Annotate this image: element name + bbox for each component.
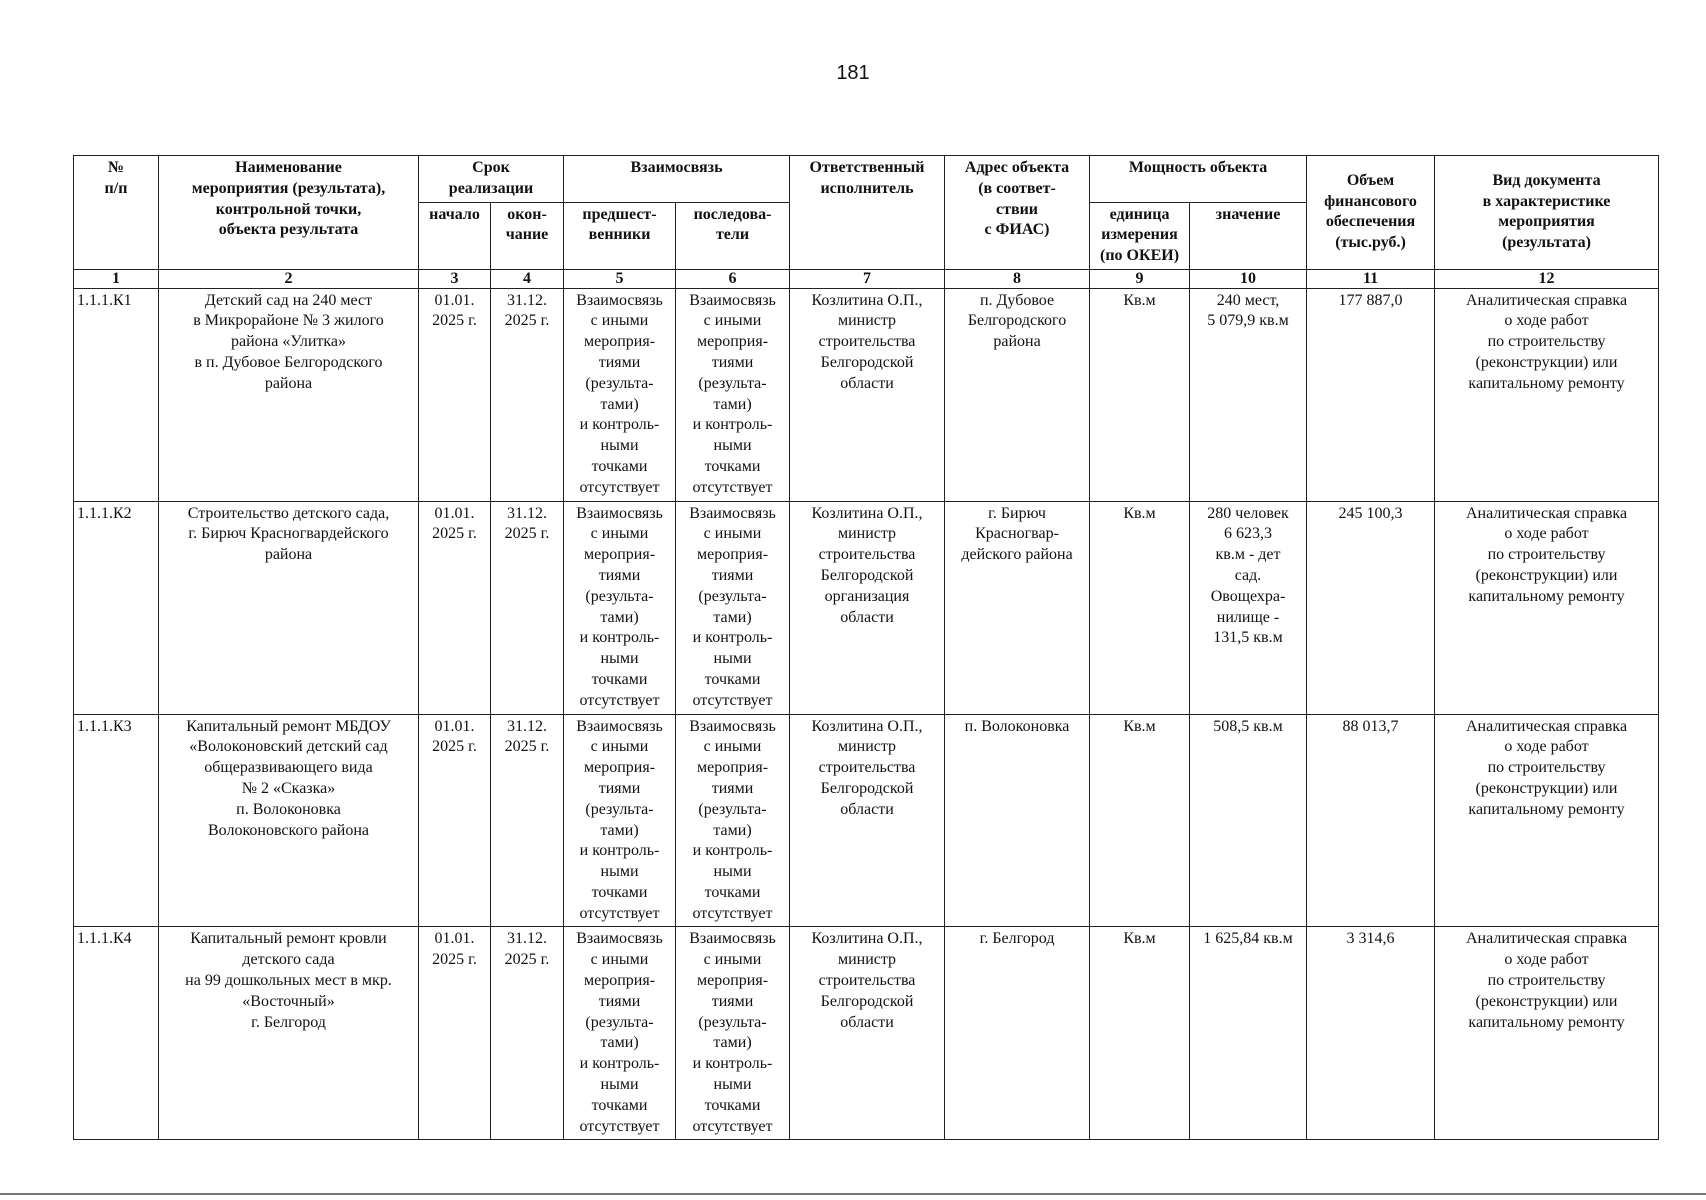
row-id: 1.1.1.К3: [74, 714, 159, 927]
row-address: п. Волоконовка: [945, 714, 1090, 927]
row-value: 1 625,84 кв.м: [1190, 927, 1307, 1140]
row-value: 240 мест, 5 079,9 кв.м: [1190, 288, 1307, 501]
row-funding: 177 887,0: [1307, 288, 1435, 501]
row-start: 01.01. 2025 г.: [419, 501, 491, 714]
header-relation: Взаимосвязь: [564, 156, 790, 203]
row-funding: 3 314,6: [1307, 927, 1435, 1140]
header-cap-value: значение: [1190, 202, 1307, 269]
row-id: 1.1.1.К4: [74, 927, 159, 1140]
row-value: 280 человек 6 623,3 кв.м - дет сад. Овощехра- нилище - 131,5 кв.м: [1190, 501, 1307, 714]
row-value: 508,5 кв.м: [1190, 714, 1307, 927]
row-unit: Кв.м: [1090, 501, 1190, 714]
row-address: г. Белгород: [945, 927, 1090, 1140]
column-number: 7: [790, 269, 945, 288]
row-start: 01.01. 2025 г.: [419, 714, 491, 927]
row-predecessors: Взаимосвязь с иными мероприя- тиями (результа- тами) и контроль- ными точками отсутствует: [564, 501, 676, 714]
header-term-end: окон- чание: [491, 202, 564, 269]
column-number: 10: [1190, 269, 1307, 288]
table-row: [74, 288, 1659, 501]
row-responsible: Козлитина О.П., министр строительства Белгородской области: [790, 288, 945, 501]
column-number: 3: [419, 269, 491, 288]
column-number: 1: [74, 269, 159, 288]
row-id: 1.1.1.К2: [74, 501, 159, 714]
row-predecessors: Взаимосвязь с иными мероприя- тиями (результа- тами) и контроль- ными точками отсутствует: [564, 288, 676, 501]
row-end: 31.12. 2025 г.: [491, 501, 564, 714]
row-successors: Взаимосвязь с иными мероприя- тиями (результа- тами) и контроль- ными точками отсутствует: [676, 714, 790, 927]
row-id: 1.1.1.К1: [74, 288, 159, 501]
row-doc-type: Аналитическая справка о ходе работ по строительству (реконструкции) или капитальному ремонту: [1435, 714, 1659, 927]
row-name: Строительство детского сада, г. Бирюч Красногвардейского района: [159, 501, 419, 714]
table-row: [74, 501, 1659, 714]
row-name: Детский сад на 240 мест в Микрорайоне № 3 жилого района «Улитка» в п. Дубовое Белгородского района: [159, 288, 419, 501]
row-unit: Кв.м: [1090, 288, 1190, 501]
header-funding: Объем финансового обеспечения (тыс.руб.): [1307, 156, 1435, 270]
row-unit: Кв.м: [1090, 714, 1190, 927]
column-number: 6: [676, 269, 790, 288]
column-number-row: [74, 269, 1659, 288]
header-row-1: [74, 156, 1659, 203]
header-num: № п/п: [74, 156, 159, 270]
row-unit: Кв.м: [1090, 927, 1190, 1140]
row-successors: Взаимосвязь с иными мероприя- тиями (результа- тами) и контроль- ными точками отсутствует: [676, 288, 790, 501]
header-cap-unit: единица измерения (по ОКЕИ): [1090, 202, 1190, 269]
row-end: 31.12. 2025 г.: [491, 288, 564, 501]
header-address: Адрес объекта (в соответ- ствии с ФИАС): [945, 156, 1090, 270]
row-end: 31.12. 2025 г.: [491, 927, 564, 1140]
row-doc-type: Аналитическая справка о ходе работ по строительству (реконструкции) или капитальному ремонту: [1435, 927, 1659, 1140]
page-number: 181: [836, 62, 870, 84]
scan-edge-line: [0, 1193, 1706, 1195]
row-responsible: Козлитина О.П., министр строительства Белгородской области: [790, 927, 945, 1140]
row-funding: 245 100,3: [1307, 501, 1435, 714]
row-responsible: Козлитина О.П., министр строительства Белгородской организация области: [790, 501, 945, 714]
header-capacity: Мощность объекта: [1090, 156, 1307, 203]
row-start: 01.01. 2025 г.: [419, 927, 491, 1140]
row-address: п. Дубовое Белгородского района: [945, 288, 1090, 501]
row-doc-type: Аналитическая справка о ходе работ по строительству (реконструкции) или капитальному ремонту: [1435, 288, 1659, 501]
row-address: г. Бирюч Красногвар- дейского района: [945, 501, 1090, 714]
header-term-start: начало: [419, 202, 491, 269]
header-rel-pred: предшест- венники: [564, 202, 676, 269]
column-number: 5: [564, 269, 676, 288]
column-number: 4: [491, 269, 564, 288]
header-responsible: Ответственный исполнитель: [790, 156, 945, 270]
row-responsible: Козлитина О.П., министр строительства Белгородской области: [790, 714, 945, 927]
events-table: [73, 155, 1659, 1140]
row-predecessors: Взаимосвязь с иными мероприя- тиями (результа- тами) и контроль- ными точками отсутствует: [564, 927, 676, 1140]
row-end: 31.12. 2025 г.: [491, 714, 564, 927]
header-name: Наименование мероприятия (результата), контрольной точки, объекта результата: [159, 156, 419, 270]
row-predecessors: Взаимосвязь с иными мероприя- тиями (результа- тами) и контроль- ными точками отсутствует: [564, 714, 676, 927]
row-name: Капитальный ремонт МБДОУ «Волоконовский детский сад общеразвивающего вида № 2 «Сказка» п. Волоконовка Волоконовского района: [159, 714, 419, 927]
column-number: 8: [945, 269, 1090, 288]
header-rel-succ: последова- тели: [676, 202, 790, 269]
row-start: 01.01. 2025 г.: [419, 288, 491, 501]
column-number: 12: [1435, 269, 1659, 288]
table-row: [74, 927, 1659, 1140]
column-number: 2: [159, 269, 419, 288]
column-number: 11: [1307, 269, 1435, 288]
row-successors: Взаимосвязь с иными мероприя- тиями (результа- тами) и контроль- ными точками отсутствует: [676, 927, 790, 1140]
header-doc-type: Вид документа в характеристике мероприятия (результата): [1435, 156, 1659, 270]
row-successors: Взаимосвязь с иными мероприя- тиями (результа- тами) и контроль- ными точками отсутствует: [676, 501, 790, 714]
row-funding: 88 013,7: [1307, 714, 1435, 927]
row-name: Капитальный ремонт кровли детского сада на 99 дошкольных мест в мкр. «Восточный» г. Белгород: [159, 927, 419, 1140]
table-row: [74, 714, 1659, 927]
row-doc-type: Аналитическая справка о ходе работ по строительству (реконструкции) или капитальному ремонту: [1435, 501, 1659, 714]
header-term: Срок реализации: [419, 156, 564, 203]
column-number: 9: [1090, 269, 1190, 288]
